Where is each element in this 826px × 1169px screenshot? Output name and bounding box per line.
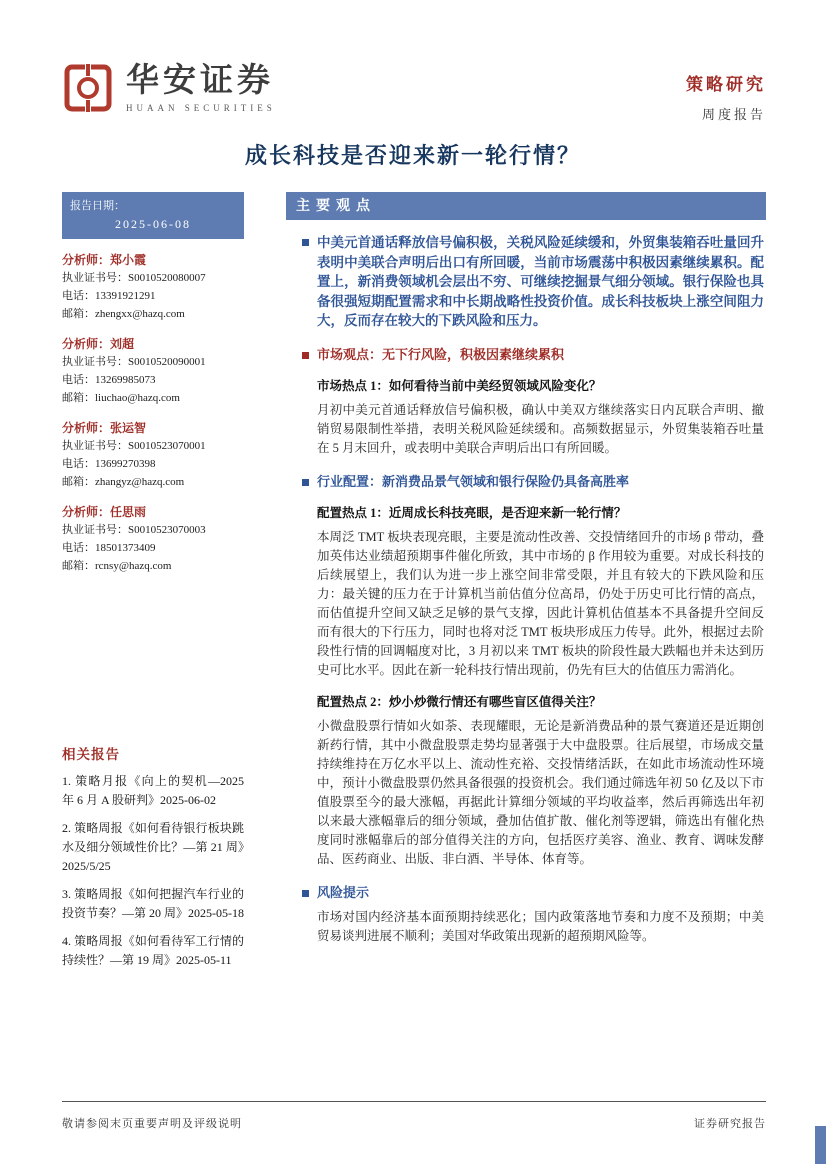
main-column [286, 192, 766, 970]
industry-heading-row [302, 473, 764, 491]
analyst-phone: 电话：13391921291 [62, 290, 156, 302]
analyst-name: 分析师：刘超 [62, 337, 135, 351]
analyst-cert: 执业证书号：S0010523070001 [62, 440, 206, 452]
bullet-square-icon [302, 352, 309, 359]
analyst-email: 邮箱：zhangyz@hazq.com [62, 476, 185, 488]
analyst-email: 邮箱：liuchao@hazq.com [62, 392, 180, 404]
bullet-square-icon [302, 479, 309, 486]
report-date-bar [62, 192, 244, 239]
industry-hot1-title: 配置热点 1：近周成长科技亮眼，是否迎来新一轮行情？ [317, 505, 627, 520]
industry-hot2-title: 配置热点 2：炒小炒微行情还有哪些盲区值得关注？ [317, 694, 602, 709]
analyst-email: 邮箱：zhengxx@hazq.com [62, 308, 185, 320]
summary-text: 中美元首通话释放信号偏积极，关税风险延续缓和，外贸集装箱吞吐量回升表明中美联合声明后出口有所回暖，当前市场震荡中积极因素继续累积。配置上，新消费领域机会层出不穷、可继续挖掘景气细分领域。银行保险也具备很强短期配置需求和中长期战略性投资价值。成长科技板块上涨空间阻力大，反而存在较大的下跌风险和压力。 [317, 235, 764, 328]
industry-hot2-body: 小微盘股票行情如火如荼、表现耀眼，无论是新消费品种的景气赛道还是近期创新药行情，其中小微盘股票走势均显著强于大中盘股票。往后展望，市场成交量持续维持在万亿水平以上、流动性充裕、交投情绪活跃，在如此市场流动性环境中，预计小微盘股票仍然具备很强的投资机会。我们通过筛选年初 50 亿及以下市值股票至今的最大涨幅，再据此计算细分领域的平均收益率，然后再筛选出年初以来最大涨幅靠后的细分领域，叠加估值扩散、催化剂等逻辑，筛选出有催化热度同时涨幅靠后的部分值得关注的方向，包括医疗美容、渔业、教育、调味发酵品、医药商业、出版、非白酒、半导体、体育等。 [317, 718, 764, 866]
related-report-item: 4. 策略周报《如何看待军工行情的持续性？—第 19 周》2025-05-11 [62, 934, 244, 967]
analyst-phone: 电话：13699270398 [62, 458, 156, 470]
analyst-name: 分析师：郑小霞 [62, 253, 147, 267]
brand-text [126, 63, 276, 112]
related-report-item: 3. 策略周报《如何把握汽车行业的投资节奏？—第 20 周》2025-05-18 [62, 887, 244, 920]
report-title: 成长科技是否迎来新一轮行情？ [244, 143, 581, 168]
analyst-email: 邮箱：rcnsy@hazq.com [62, 560, 172, 572]
page-footer [62, 1101, 766, 1131]
brand-name-en: HUAAN SECURITIES [126, 102, 276, 113]
content-columns [62, 192, 766, 970]
brand-logo [62, 62, 276, 114]
analyst-block [62, 251, 244, 323]
bullet-square-icon [302, 890, 309, 897]
summary-bullet [302, 233, 764, 331]
market-hot1-title: 市场热点 1：如何看待当前中美经贸领域风险变化？ [317, 378, 602, 393]
analyst-block [62, 335, 244, 407]
main-views-header: 主要观点 [286, 192, 766, 220]
report-category-block [686, 62, 766, 123]
related-report-item: 2. 策略周报《如何看待银行板块跳水及细分领域性价比？—第 21 周》2025/5/25 [62, 821, 244, 873]
analyst-cert: 执业证书号：S0010520080007 [62, 272, 206, 284]
brand-name-cn: 华安证券 [126, 63, 274, 100]
sidebar [62, 192, 244, 970]
analyst-phone: 电话：13269985073 [62, 374, 156, 386]
report-category: 策略研究 [686, 75, 766, 94]
huaan-seal-icon [62, 62, 114, 114]
market-hot1-body: 月初中美元首通话释放信号偏积极，确认中美双方继续落实日内瓦联合声明、撤销贸易限制性举措，表明关税风险延续缓和。高频数据显示，外贸集装箱吞吐量在 5 月末回升，或表明中美联合声明后出口有所回暖。 [317, 402, 764, 455]
report-date-value: 2025-06-08 [115, 217, 191, 231]
analyst-name: 分析师：任思雨 [62, 505, 147, 519]
analyst-cert: 执业证书号：S0010520090001 [62, 356, 206, 368]
report-date-label: 报告日期： [70, 200, 125, 212]
analyst-block [62, 419, 244, 491]
industry-heading: 行业配置：新消费品景气领域和银行保险仍具备高胜率 [317, 473, 630, 489]
related-reports-title: 相关报告 [62, 747, 120, 762]
market-view-heading-row [302, 346, 764, 364]
market-view-heading: 市场观点：无下行风险，积极因素继续累积 [317, 346, 565, 362]
analyst-block [62, 503, 244, 575]
page-corner-accent [815, 1126, 826, 1164]
bullet-square-icon [302, 239, 309, 246]
related-report-item: 1. 策略月报《向上的契机—2025 年 6 月 A 股研判》2025-06-02 [62, 774, 244, 807]
analyst-name: 分析师：张运智 [62, 421, 147, 435]
industry-hot1-body: 本周泛 TMT 板块表现亮眼，主要是流动性改善、交投情绪回升的市场 β 带动，叠加英伟达业绩超预期事件催化所致，其中市场的 β 作用较为重要。对成长科技的后续展望上，我们认为进一步上涨空间非常受限，并且有较大的下跌风险和压力：最关键的压力在于计算机当前估值分位高昂，仍处于历史可比行情的高点，而估值提升空间又缺乏足够的景气支撑，因此计算机估值基本不具备提升空间反而有很大的下行压力，同时也将对泛 TMT 板块形成压力传导。此外，根据过去阶段性行情的回调幅度对比，3 月初以来 TMT 板块的阶段性最大跌幅也并未达到历史可比水平。因此在新一轮科技行情出现前，仍先有巨大的估值压力需消化。 [317, 529, 764, 677]
risk-body: 市场对国内经济基本面预期持续恶化；国内政策落地节奏和力度不及预期；中美贸易谈判进展不顺利；美国对华政策出现新的超预期风险等。 [317, 909, 764, 943]
footer-disclaimer: 敬请参阅末页重要声明及评级说明 [62, 1118, 242, 1130]
footer-report-label: 证券研究报告 [694, 1118, 766, 1130]
risk-heading: 风险提示 [317, 884, 370, 900]
main-content [286, 233, 766, 946]
analyst-phone: 电话：18501373409 [62, 542, 156, 554]
risk-heading-row [302, 884, 764, 902]
report-type: 周度报告 [701, 107, 766, 122]
analyst-cert: 执业证书号：S0010523070003 [62, 524, 206, 536]
page-header [62, 62, 766, 123]
